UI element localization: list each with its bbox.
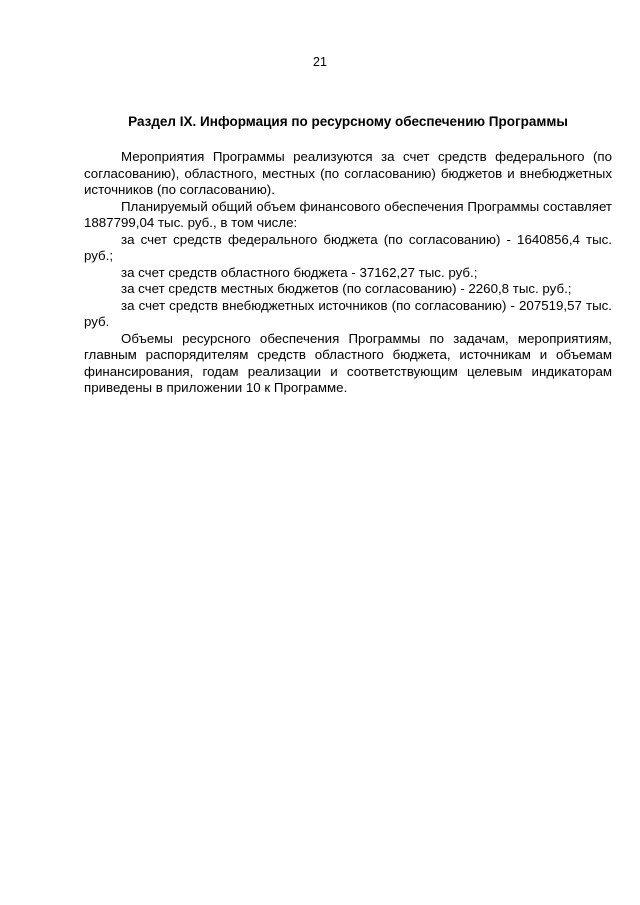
- body-text: [84, 149, 612, 397]
- paragraph-total-volume: Планируемый общий объем финансового обеспечения Программы составляет 1887799,04 тыс. руб., в том числе:: [84, 198, 612, 230]
- paragraph-regional-budget: за счет средств областного бюджета - 37162,27 тыс. руб.;: [121, 264, 478, 280]
- paragraph-local-budgets: за счет средств местных бюджетов (по согласованию) - 2260,8 тыс. руб.;: [121, 281, 572, 296]
- page-number: 21: [313, 55, 327, 69]
- paragraph-resource-volumes: Объемы ресурсного обеспечения Программы по задачам, мероприятиям, главным распорядителям средств областного бюджета, источникам и объемам финансирования, годам реализации и соответствующим целевым индикаторам приведены в приложении 10 к Программе.: [84, 330, 612, 395]
- paragraph-funding-sources: Мероприятия Программы реализуются за счет средств федерального (по согласованию), областного, местных (по согласованию) бюджетов и внебюджетных источников (по согласованию).: [84, 149, 612, 197]
- paragraph-federal-budget: за счет средств федерального бюджета (по согласованию) - 1640856,4 тыс. руб.;: [84, 231, 612, 263]
- section-title: Раздел IX. Информация по ресурсному обеспечению Программы: [128, 114, 568, 129]
- paragraph-extrabudgetary: за счет средств внебюджетных источников (по согласованию) - 207519,57 тыс. руб.: [84, 297, 612, 329]
